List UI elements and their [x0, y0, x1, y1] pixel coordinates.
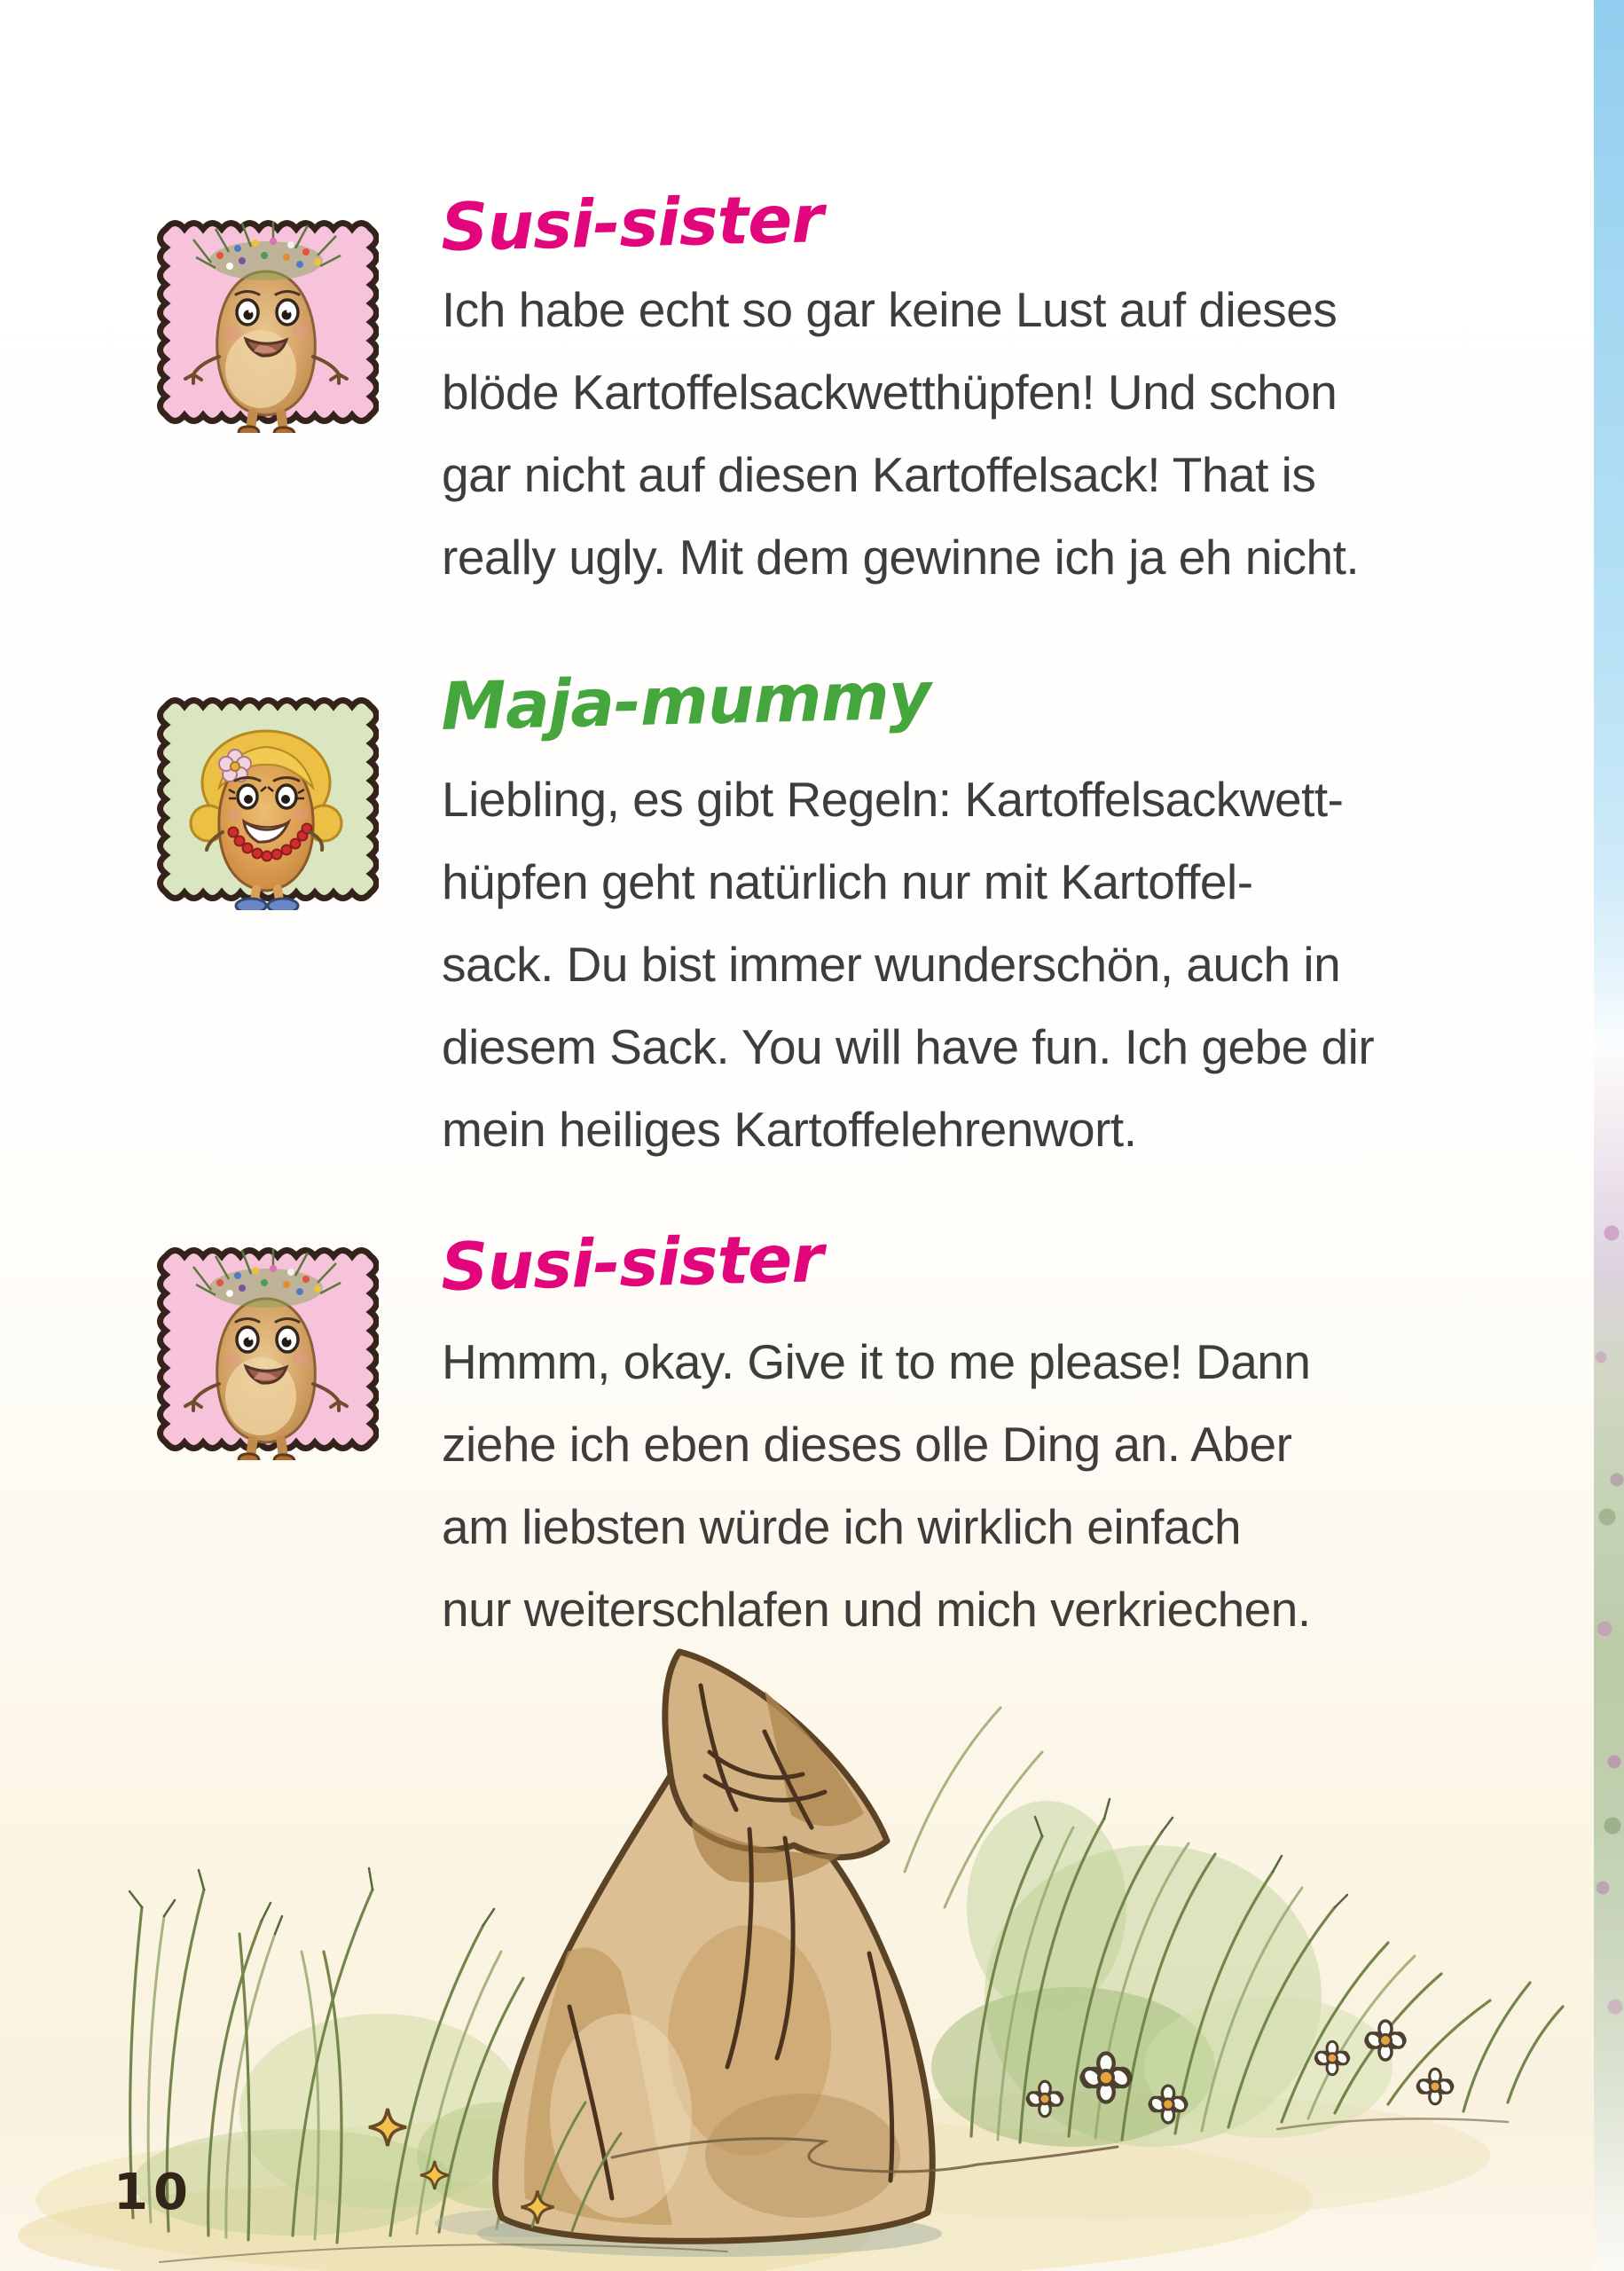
adjacent-page-edge [1594, 0, 1624, 2271]
dialog-line: Ich habe echt so gar keine Lust auf dieses [442, 282, 1338, 337]
dialog-line: hüpfen geht natürlich nur mit Kartoffel- [442, 854, 1253, 909]
character-stamp-maja [153, 688, 379, 910]
dialog-text [442, 758, 1435, 1171]
character-stamp-susi [153, 1238, 379, 1460]
meadow-sack-illustration [0, 1623, 1624, 2271]
dialog-line: Liebling, es gibt Regeln: Kartoffelsackwett- [442, 772, 1344, 827]
dialog-line: am liebsten würde ich wirklich einfach [442, 1499, 1242, 1554]
dialog-line: ziehe ich eben dieses olle Ding an. Aber [442, 1417, 1292, 1472]
susi-potato-icon [153, 1238, 379, 1460]
dialog-line: really ugly. Mit dem gewinne ich ja eh nicht. [442, 530, 1360, 585]
burlap-sack [496, 1652, 933, 2241]
susi-potato-icon [153, 211, 379, 433]
dialog-line: blöde Kartoffelsackwetthüpfen! Und schon [442, 365, 1338, 420]
dialog-line: diesem Sack. You will have fun. Ich gebe dir [442, 1019, 1375, 1074]
character-stamp-susi [153, 211, 379, 433]
dialog-line: sack. Du bist immer wunderschön, auch in [442, 937, 1341, 992]
dialog-line: Hmmm, okay. Give it to me please! Dann [442, 1334, 1311, 1389]
page-number: 10 [114, 2164, 193, 2221]
speaker-name: Susi-sister [440, 1221, 824, 1306]
dialog-line: mein heiliges Kartoffelehrenwort. [442, 1102, 1137, 1157]
speaker-name: Maja-mummy [440, 657, 931, 745]
speaker-name: Susi-sister [440, 181, 824, 266]
dialog-text [442, 1321, 1435, 1651]
dialog-text [442, 269, 1435, 599]
dialog-line: gar nicht auf diesen Kartoffelsack! That is [442, 447, 1316, 502]
maja-potato-icon [153, 688, 379, 910]
dialog-line: nur weiterschlafen und mich verkriechen. [442, 1582, 1311, 1637]
